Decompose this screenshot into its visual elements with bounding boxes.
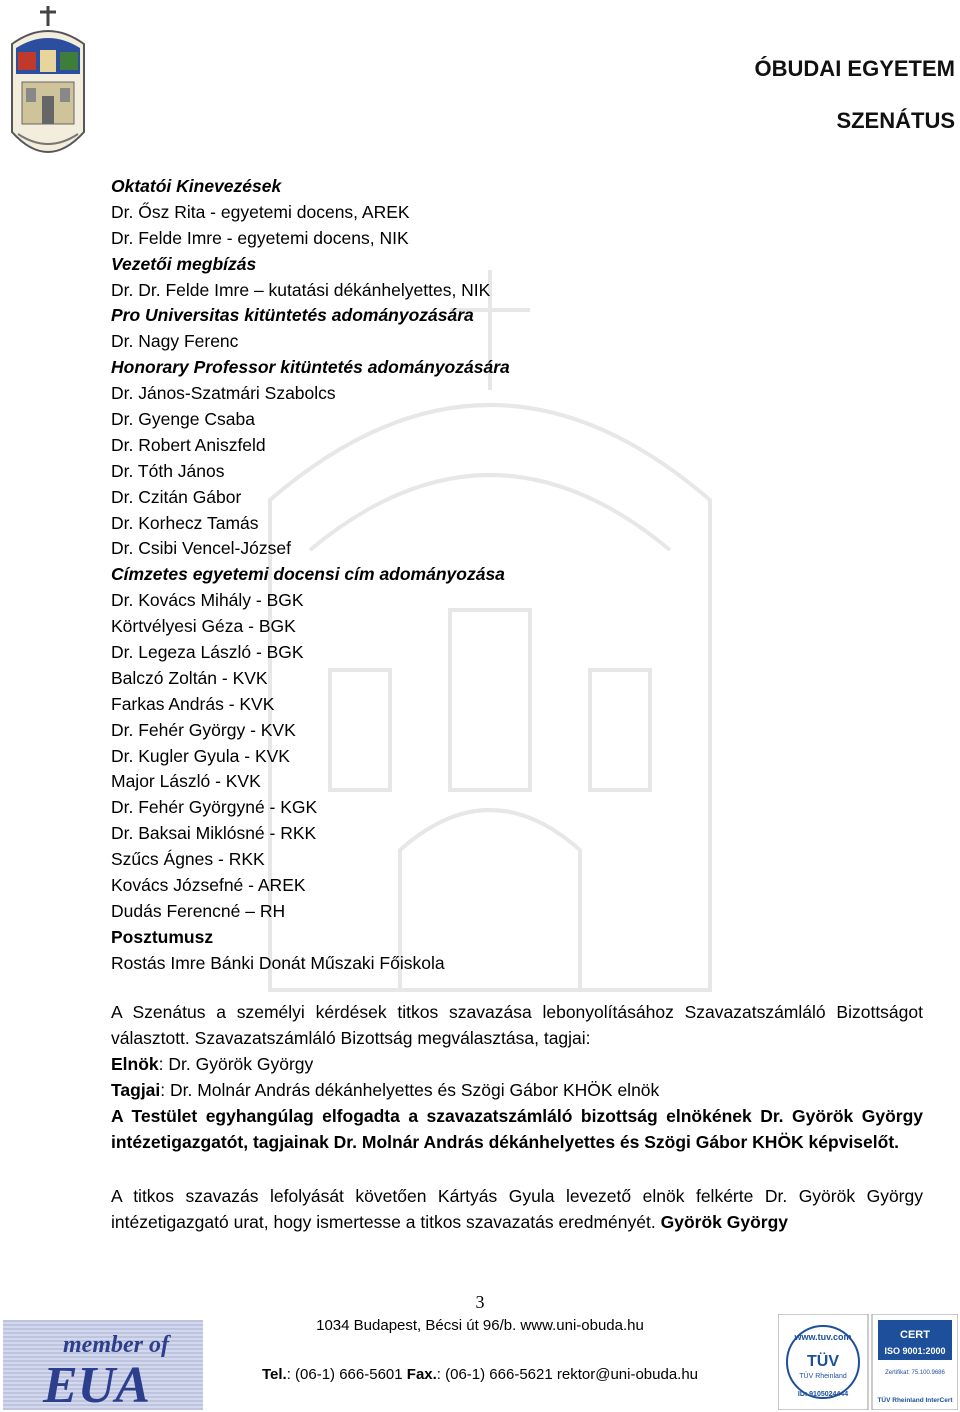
list-item: Dr. Kugler Gyula - KVK [111, 745, 290, 766]
list-item: Dr. Fehér György - KVK [111, 719, 296, 740]
tel-value: : (06-1) 666-5601 [286, 1366, 403, 1383]
list-item: Farkas András - KVK [111, 693, 275, 714]
list-item: Dudás Ferencné – RH [111, 900, 286, 921]
page-number: 3 [475, 1292, 485, 1312]
tel-label: Tel. [261, 1366, 287, 1383]
list-item: Rostás Imre Bánki Donát Műszaki Főiskola [111, 952, 445, 973]
university-crest-logo [8, 4, 88, 172]
list-item: Dr. Baksai Miklósné - RKK [111, 823, 317, 844]
list-item: Dr. Fehér Györgyné - KGK [111, 797, 318, 818]
chair-label: Elnök [111, 1053, 159, 1074]
list-item: Dr. Nagy Ferenc [111, 331, 239, 352]
list-item: Kovács Józsefné - AREK [111, 875, 306, 896]
list-item: Szűcs Ágnes - RKK [111, 849, 265, 870]
list-item: Major László - KVK [111, 771, 261, 792]
eua-wordmark: EUA [43, 1357, 150, 1410]
list-item: Dr. Legeza László - BGK [111, 642, 304, 663]
cert-top: CERT [900, 1329, 930, 1341]
tuv-id: ID: 9105024444 [797, 1391, 849, 1398]
tuv-certification-logo [778, 1314, 958, 1410]
eua-member-logo [3, 1320, 203, 1410]
list-item: Dr. Csibi Vencel-József [111, 538, 291, 559]
section-heading: Honorary Professor kitüntetés adományozására [111, 357, 510, 378]
document-body [111, 174, 923, 1235]
header-university: ÓBUDAI EGYETEM [754, 56, 955, 81]
list-item: Dr. Dr. Felde Imre – kutatási dékánhelyettes, NIK [111, 279, 491, 300]
tuv-url: www.tuv.com [794, 1332, 852, 1342]
list-item: Dr. Tóth János [111, 460, 225, 481]
cert-iso: ISO 9001:2000 [884, 1346, 946, 1356]
eua-member-of: member of [63, 1332, 169, 1358]
section-heading: Oktatói Kinevezések [111, 176, 282, 196]
list-item: Dr. Gyenge Csaba [111, 409, 255, 430]
committee-decision: A Testület egyhangúlag elfogadta a szavazatszámláló bizottság elnökének Dr. Györök György intézetigazgatót, tagjainak Dr. Molnár András dékánhelyettes és Szögi Gábor KHÖK képviselőt. [111, 1105, 923, 1152]
members-value: : Dr. Molnár András dékánhelyettes és Szögi Gábor KHÖK elnök [160, 1079, 660, 1100]
list-item: Dr. Ősz Rita - egyetemi docens, AREK [111, 201, 410, 222]
fax-label: Fax. [406, 1366, 437, 1383]
committee-members [111, 1077, 923, 1103]
committee-intro: A Szenátus a személyi kérdések titkos szavazása lebonyolításához Szavazatszámláló Bizottságot választott. Szavazatszámláló Bizottság megválasztása, tagjai: [111, 1001, 923, 1048]
fax-value: : (06-1) 666-5621 rektor@uni-obuda.hu [436, 1366, 699, 1383]
closing-text: A titkos szavazás lefolyását követően Kártyás Gyula levezető elnök felkérte Dr. Györök György intézetigazgató urat, hogy ismertesse a titkos szavazatás eredményét. [111, 1185, 923, 1232]
list-item: Dr. Korhecz Tamás [111, 512, 259, 533]
list-item: Dr. János-Szatmári Szabolcs [111, 383, 336, 404]
closing-bold-tail: Györök György [660, 1211, 789, 1232]
tuv-brand: TÜV [807, 1353, 839, 1370]
list-item: Dr. Czitán Gábor [111, 486, 242, 507]
honors-list [111, 174, 923, 977]
section-heading: Pro Universitas kitüntetés adományozására [111, 305, 474, 326]
members-label: Tagjai [111, 1079, 161, 1100]
list-item: Körtvélyesi Géza - BGK [111, 616, 296, 637]
closing-paragraph [111, 1183, 923, 1235]
footer-address: 1034 Budapest, Bécsi út 96/b. www.uni-obuda.hu [316, 1317, 644, 1334]
committee-chair [111, 1051, 923, 1077]
section-heading: Címzetes egyetemi docensi cím adományozása [111, 564, 505, 585]
list-item: Balczó Zoltán - KVK [111, 667, 268, 688]
list-item: Dr. Kovács Mihály - BGK [111, 590, 304, 611]
header-senate: SZENÁTUS [836, 108, 955, 133]
list-item: Dr. Robert Aniszfeld [111, 434, 266, 455]
cert-bottom: TÜV Rheinland InterCert [877, 1397, 953, 1404]
section-heading: Vezetői megbízás [111, 253, 257, 274]
cert-zertifikat: Zertifikat: 75.100.9686 [885, 1370, 945, 1376]
tuv-sub: TÜV Rheinland [799, 1373, 847, 1380]
list-item: Posztumusz [111, 926, 214, 947]
chair-value: : Dr. Györök György [158, 1053, 314, 1074]
list-item: Dr. Felde Imre - egyetemi docens, NIK [111, 227, 409, 248]
